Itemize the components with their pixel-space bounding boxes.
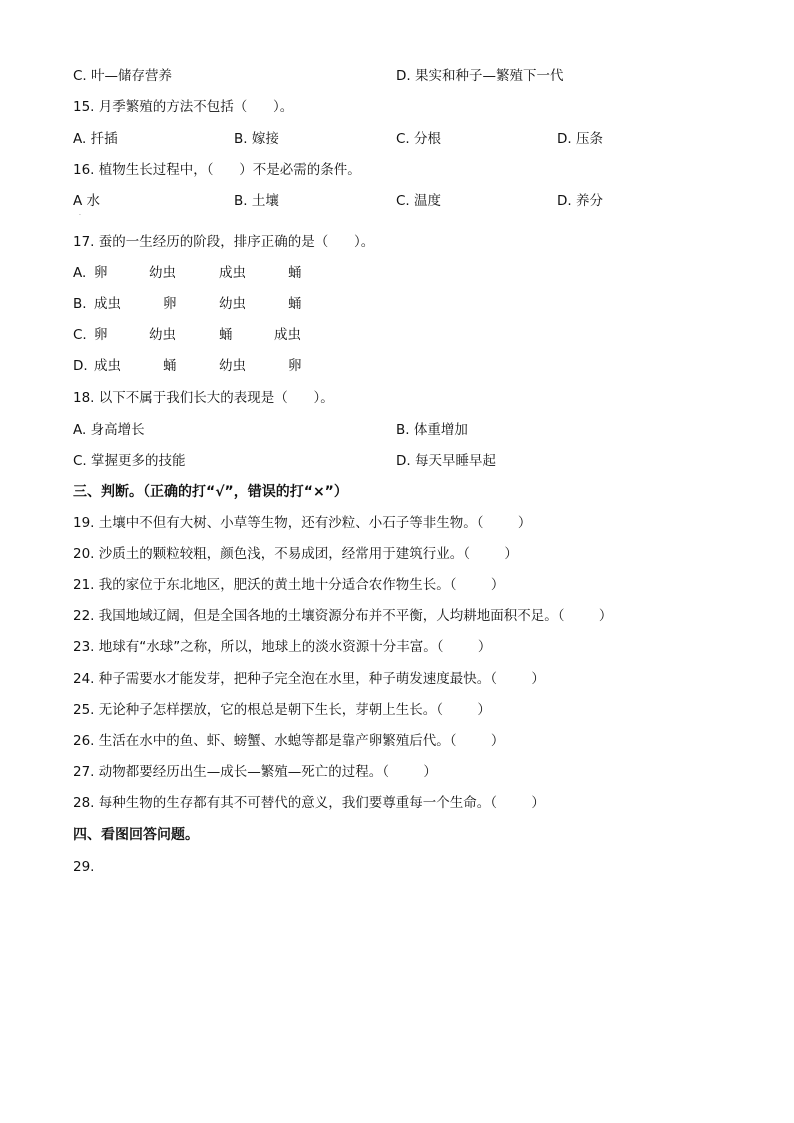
q17-option-d-letter: D.	[73, 358, 88, 374]
q16-stem: 16. 植物生长过程中，（ ）不是必需的条件。	[73, 162, 361, 178]
q17-option-b-step: 蛹	[288, 296, 302, 312]
q17-option-c-letter: C.	[73, 327, 87, 343]
judge-item-26: 26. 生活在水中的鱼、虾、螃蟹、水螅等都是靠产卵繁殖后代。（ ）	[73, 733, 505, 749]
judge-item-24: 24. 种子需要水才能发芽，把种子完全泡在水里，种子萌发速度最快。（ ）	[73, 671, 545, 687]
q17-option-a-step: 幼虫	[149, 265, 176, 281]
q17-option-a-step: 卵	[94, 265, 108, 281]
q16-option-d: D. 养分	[557, 193, 603, 209]
q17-option-a-letter: A.	[73, 265, 87, 281]
q15-option-b: B. 嫁接	[234, 131, 279, 147]
judge-item-25: 25. 无论种子怎样摆放，它的根总是朝下生长，芽朝上生长。（ ）	[73, 702, 491, 718]
q16-option-c: C. 温度	[396, 193, 442, 209]
q15-stem: 15. 月季繁殖的方法不包括（ ）。	[73, 99, 294, 115]
q17-option-a-step: 成虫	[219, 265, 246, 281]
q18-option-a: A. 身高增长	[73, 422, 145, 438]
q17-option-b-letter: B.	[73, 296, 87, 312]
q16-option-b: B. 土壤	[234, 193, 279, 209]
q17-option-c-step: 卵	[94, 327, 108, 343]
q18-option-c: C. 掌握更多的技能	[73, 453, 186, 469]
q17-option-a-step: 蛹	[288, 265, 302, 281]
q17-option-b-step: 卵	[163, 296, 177, 312]
q17-option-b-step: 成虫	[94, 296, 121, 312]
q14-option-c: C. 叶—储存营养	[73, 68, 173, 84]
q17-stem: 17. 蚕的一生经历的阶段，排序正确的是（ ）。	[73, 234, 375, 250]
judge-item-19: 19. 土壤中不但有大树、小草等生物，还有沙粒、小石子等非生物。（ ）	[73, 515, 532, 531]
judge-item-20: 20. 沙质土的颗粒较粗，颜色浅，不易成团，经常用于建筑行业。（ ）	[73, 546, 518, 562]
q18-stem: 18. 以下不属于我们长大的表现是（ ）。	[73, 390, 334, 406]
q16-option-a: A 水	[73, 193, 101, 209]
q17-option-b-step: 幼虫	[219, 296, 246, 312]
q18-option-b: B. 体重增加	[396, 422, 468, 438]
q17-option-d-step: 卵	[288, 358, 302, 374]
q17-option-c-step: 成虫	[274, 327, 301, 343]
q15-option-a: A. 扦插	[73, 131, 118, 147]
section-4-title: 四、看图回答问题。	[73, 827, 199, 843]
q17-option-d-step: 蛹	[163, 358, 177, 374]
stray-mark: .	[79, 210, 81, 217]
q17-option-d-step: 成虫	[94, 358, 121, 374]
judge-item-28: 28. 每种生物的生存都有其不可替代的意义，我们要尊重每一个生命。（ ）	[73, 795, 545, 811]
q18-option-d: D. 每天早睡早起	[396, 453, 496, 469]
judge-item-23: 23. 地球有“水球”之称，所以，地球上的淡水资源十分丰富。（ ）	[73, 639, 492, 655]
q17-option-c-step: 蛹	[219, 327, 233, 343]
q14-option-d: D. 果实和种子—繁殖下一代	[396, 68, 564, 84]
q29-number: 29.	[73, 859, 95, 875]
judge-item-27: 27. 动物都要经历出生—成长—繁殖—死亡的过程。（ ）	[73, 764, 437, 780]
section-3-title: 三、判断。（正确的打“√”，错误的打“×”）	[73, 484, 348, 500]
judge-item-21: 21. 我的家位于东北地区，肥沃的黄土地十分适合农作物生长。（ ）	[73, 577, 505, 593]
q15-option-d: D. 压条	[557, 131, 603, 147]
q15-option-c: C. 分根	[396, 131, 442, 147]
judge-item-22: 22. 我国地域辽阔，但是全国各地的土壤资源分布并不平衡，人均耕地面积不足。（ ）	[73, 608, 613, 624]
q17-option-d-step: 幼虫	[219, 358, 246, 374]
q17-option-c-step: 幼虫	[149, 327, 176, 343]
